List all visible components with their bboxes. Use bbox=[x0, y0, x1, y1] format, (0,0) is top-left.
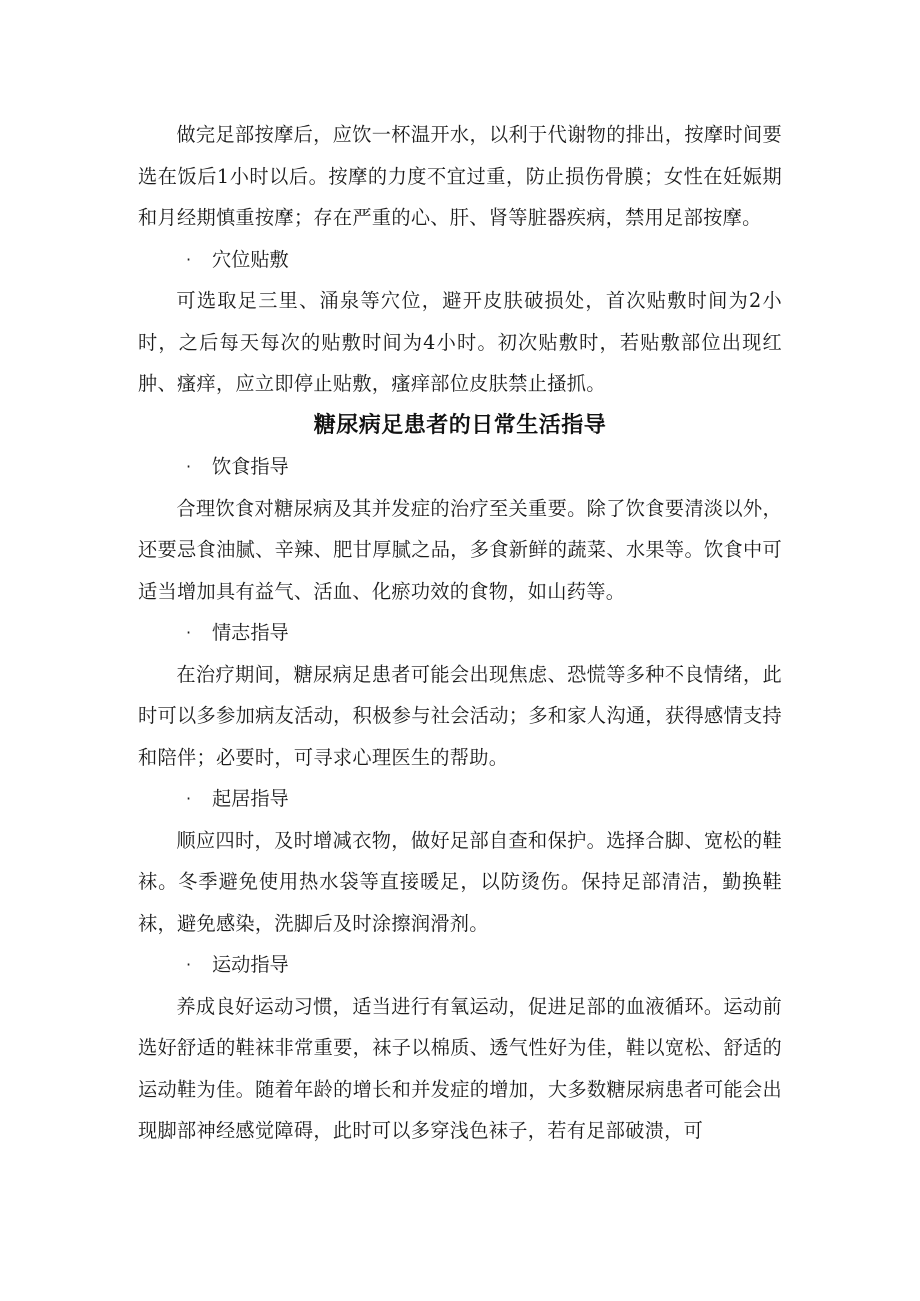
living-title: 起居指导 bbox=[212, 787, 289, 810]
emotion-bullet-item bbox=[138, 612, 782, 654]
living-bullet-item bbox=[138, 778, 782, 820]
massage-note-paragraph: 做完足部按摩后，应饮一杯温开水，以利于代谢物的排出，按摩时间要选在饭后1小时以后。按摩的力度不宜过重，防止损伤骨膜；女性在妊娠期和月经期慎重按摩；存在严重的心、肝、肾等脏器疾病，禁用足部按摩。 bbox=[138, 123, 782, 229]
acupoint-bullet-item bbox=[138, 239, 782, 281]
diet-paragraph: 合理饮食对糖尿病及其并发症的治疗至关重要。除了饮食要清淡以外，还要忌食油腻、辛辣、肥甘厚腻之品，多食新鲜的蔬菜、水果等。饮食中可适当增加具有益气、活血、化瘀功效的食物，如山药等。 bbox=[138, 496, 782, 603]
bullet-dot-icon: · bbox=[186, 623, 192, 642]
acupoint-title: 穴位贴敷 bbox=[212, 247, 289, 271]
emotion-paragraph: 在治疗期间，糖尿病足患者可能会出现焦虑、恐慌等多种不良情绪，此时可以多参加病友活动，积极参与社会活动；多和家人沟通，获得感情支持和陪伴；必要时，可寻求心理医生的帮助。 bbox=[138, 662, 782, 769]
bullet-dot-icon: · bbox=[186, 457, 192, 476]
exercise-bullet-item bbox=[138, 944, 782, 986]
exercise-title: 运动指导 bbox=[212, 953, 289, 976]
living-paragraph: 顺应四时，及时增减衣物，做好足部自查和保护。选择合脚、宽松的鞋袜。冬季避免使用热水袋等直接暖足，以防烫伤。保持足部清洁，勤换鞋袜，避免感染，洗脚后及时涂擦润滑剂。 bbox=[138, 828, 782, 935]
diet-bullet-item bbox=[138, 446, 782, 488]
bullet-dot-icon: · bbox=[186, 249, 192, 269]
document-body bbox=[138, 114, 782, 1152]
diet-title: 饮食指导 bbox=[212, 455, 289, 478]
emotion-title: 情志指导 bbox=[212, 621, 289, 644]
acupoint-paragraph: 可选取足三里、涌泉等穴位，避开皮肤破损处，首次贴敷时间为2小时，之后每天每次的贴敷时间为4小时。初次贴敷时，若贴敷部位出现红肿、瘙痒，应立即停止贴敷，瘙痒部位皮肤禁止搔抓。 bbox=[138, 289, 782, 395]
daily-life-heading: 糖尿病足患者的日常生活指导 bbox=[313, 412, 607, 438]
exercise-paragraph: 养成良好运动习惯，适当进行有氧运动，促进足部的血液循环。运动前选好舒适的鞋袜非常重要，袜子以棉质、透气性好为佳，鞋以宽松、舒适的运动鞋为佳。随着年龄的增长和并发症的增加，大多数糖尿病患者可能会出现脚部神经感觉障碍，此时可以多穿浅色袜子，若有足部破溃，可 bbox=[138, 994, 782, 1142]
bullet-dot-icon: · bbox=[186, 955, 192, 974]
bullet-dot-icon: · bbox=[186, 789, 192, 808]
